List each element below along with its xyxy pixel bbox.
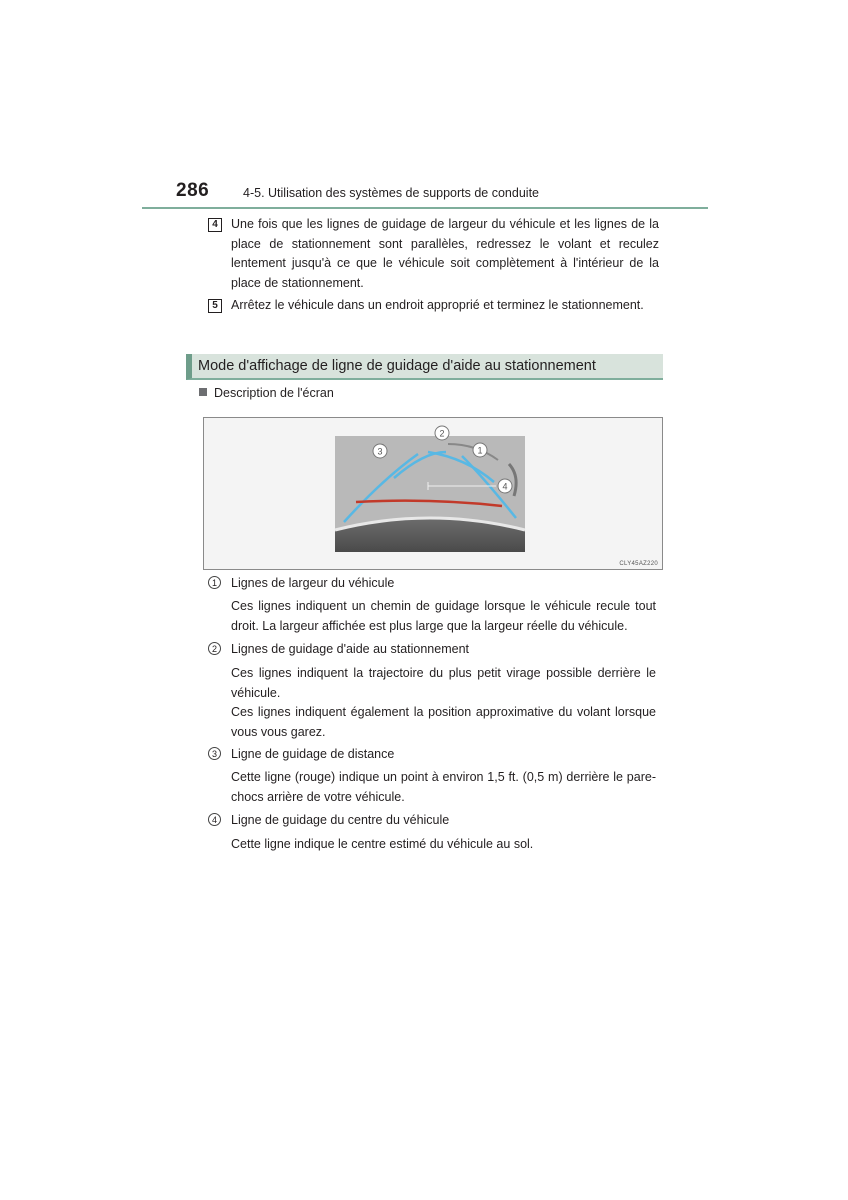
- callout-4: [498, 479, 512, 493]
- item-title: Ligne de guidage de distance: [231, 747, 395, 761]
- callout-3: [373, 444, 387, 458]
- item-description-extra: Ces lignes indiquent également la position approximative du volant lorsque vous vous garez.: [231, 705, 656, 739]
- svg-text:2: 2: [439, 428, 445, 439]
- item-description: Ces lignes indiquent un chemin de guidage lorsque le véhicule recule tout droit. La largeur affichée est plus large que la largeur réelle du véhicule.: [231, 599, 656, 633]
- item-description: Cette ligne (rouge) indique un point à environ 1,5 ft. (0,5 m) derrière le pare-chocs arrière de votre véhicule.: [231, 770, 656, 804]
- callout-2: [435, 426, 449, 440]
- parking-guide-illustration: [204, 418, 664, 571]
- step-text: Arrêtez le véhicule dans un endroit approprié et terminez le stationnement.: [231, 298, 644, 312]
- item-title: Lignes de guidage d'aide au stationnement: [231, 642, 469, 656]
- step-number-badge: 4: [208, 218, 222, 232]
- item-title: Lignes de largeur du véhicule: [231, 576, 395, 590]
- legend-item-1: [208, 574, 659, 594]
- subheading-text: Description de l'écran: [214, 386, 334, 400]
- subheading: [199, 386, 334, 400]
- item-description: Ces lignes indiquent la trajectoire du plus petit virage possible derrière le véhicule.: [231, 666, 656, 700]
- item-title: Ligne de guidage du centre du véhicule: [231, 813, 450, 827]
- legend-item-2: [208, 640, 659, 660]
- circled-number: 3: [208, 747, 221, 760]
- screen-figure: [203, 417, 663, 570]
- legend-item-4: [208, 811, 659, 831]
- page-number: 286: [176, 180, 210, 201]
- circled-number: 1: [208, 576, 221, 589]
- legend-item-3: [208, 745, 659, 765]
- step-number-badge: 5: [208, 299, 222, 313]
- svg-text:1: 1: [477, 445, 483, 456]
- step-text: Une fois que les lignes de guidage de largeur du véhicule et les lignes de la place de stationnement sont parallèles, redressez le volant et reculez lentement jusqu'à ce que le véhicule soit complètement à l'intérieur de la place de stationnement.: [231, 217, 659, 290]
- step-5: [208, 296, 659, 316]
- circled-number: 4: [208, 813, 221, 826]
- item-description: Cette ligne indique le centre estimé du véhicule au sol.: [231, 837, 534, 851]
- step-4: [208, 215, 659, 293]
- svg-text:3: 3: [377, 446, 383, 457]
- callout-1: [473, 443, 487, 457]
- banner-title: Mode d'affichage de ligne de guidage d'aide au stationnement: [198, 358, 596, 374]
- square-bullet-icon: [199, 388, 207, 396]
- svg-text:4: 4: [502, 481, 508, 492]
- section-title: 4-5. Utilisation des systèmes de supports de conduite: [243, 186, 539, 200]
- header-rule: [142, 207, 708, 209]
- section-banner: [186, 354, 663, 380]
- circled-number: 2: [208, 642, 221, 655]
- figure-code: CLY45AZ220: [619, 561, 658, 567]
